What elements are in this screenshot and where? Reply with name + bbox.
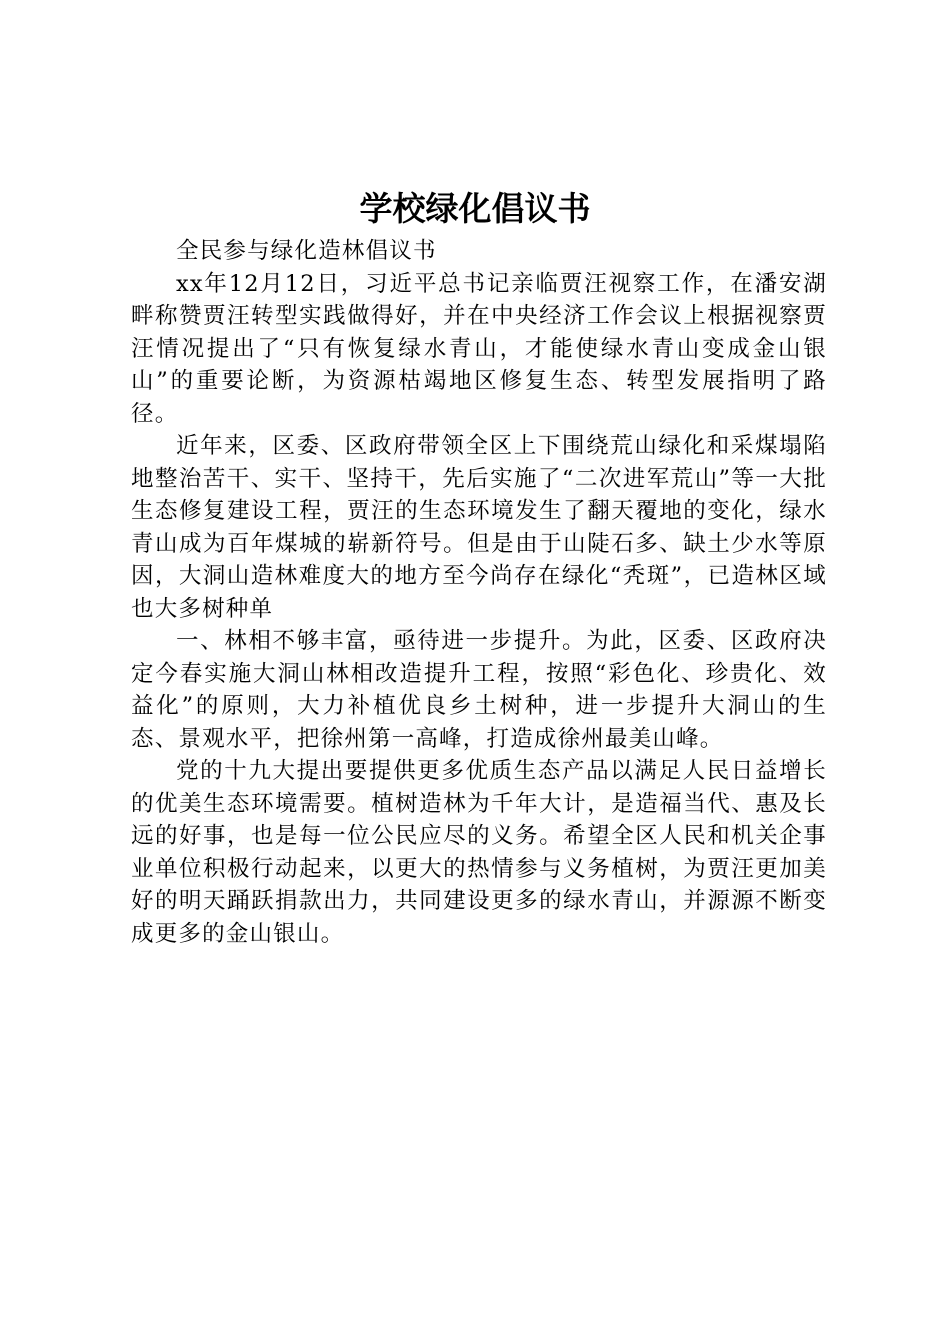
paragraph-1: xx年12月12日，习近平总书记亲临贾汪视察工作，在潘安湖畔称赞贾汪转型实践做得好，并在中央经济工作会议上根据视察贾汪情况提出了“只有恢复绿水青山，才能使绿水青山变成金山银山”的重要论断，为资源枯竭地区修复生态、转型发展指明了路径。: [131, 270, 827, 427]
paragraph-2: 近年来，区委、区政府带领全区上下围绕荒山绿化和采煤塌陷地整治苦干、实干、坚持干，先后实施了“二次进军荒山”等一大批生态修复建设工程，贾汪的生态环境发生了翻天覆地的变化，绿水青山成为百年煤城的崭新符号。但是由于山陡石多、缺土少水等原因，大洞山造林难度大的地方至今尚存在绿化“秃斑”，已造林区域也大多树种单: [131, 433, 827, 622]
paragraph-4: 党的十九大提出要提供更多优质生态产品以满足人民日益增长的优美生态环境需要。植树造林为千年大计，是造福当代、惠及长远的好事，也是每一位公民应尽的义务。希望全区人民和机关企事业单位积极行动起来，以更大的热情参与义务植树，为贾汪更加美好的明天踊跃捐款出力，共同建设更多的绿水青山，并源源不断变成更多的金山银山。: [131, 758, 827, 947]
paragraph-3: 一、林相不够丰富，亟待进一步提升。为此，区委、区政府决定今春实施大洞山林相改造提升工程，按照“彩色化、珍贵化、效益化”的原则，大力补植优良乡土树种，进一步提升大洞山的生态、景观水平，把徐州第一高峰，打造成徐州最美山峰。: [131, 628, 827, 752]
document-title: 学校绿化倡议书: [359, 189, 591, 228]
paragraph-subtitle: 全民参与绿化造林倡议书: [176, 238, 437, 264]
document-body: [131, 235, 827, 950]
